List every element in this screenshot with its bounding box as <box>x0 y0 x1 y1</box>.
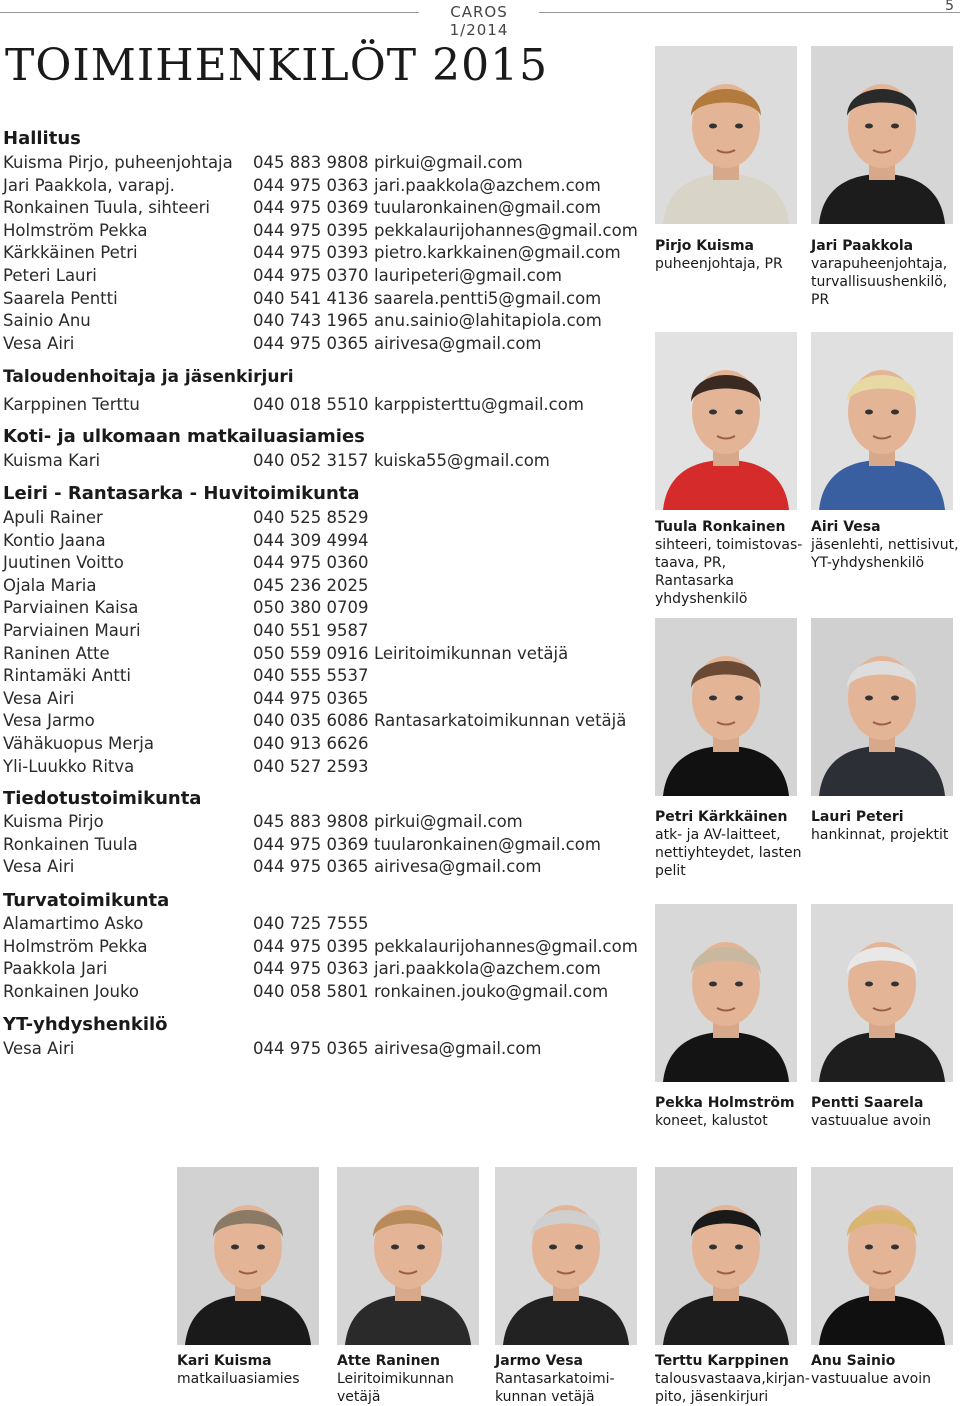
portrait-role: atk- ja AV-laitteet, nettiyhteydet, lasten pelit <box>655 827 802 879</box>
portrait-name: Tuula Ronkainen <box>655 519 786 535</box>
contact-email: airivesa@gmail.com <box>374 1039 542 1058</box>
contact-email: pirkui@gmail.com <box>374 812 523 831</box>
portrait-image <box>811 332 953 510</box>
portrait-caption <box>655 1352 810 1406</box>
contact-name: Ojala Maria <box>3 575 97 595</box>
contact-phone: 044 975 0369 <box>253 834 369 854</box>
contact-name: Alamartimo Asko <box>3 914 144 933</box>
portrait-photo <box>177 1167 319 1345</box>
portrait-name: Jari Paakkola <box>811 238 914 254</box>
portrait-name: Jarmo Vesa <box>495 1353 583 1369</box>
portrait-photo <box>811 46 953 224</box>
contact-name: Vesa Jarmo <box>3 711 95 731</box>
magazine-name: CAROS 1/2014 <box>419 3 539 39</box>
portrait-image <box>177 1167 319 1345</box>
page-title: TOIMIHENKILÖT 2015 <box>5 40 549 91</box>
contact-phone: 040 913 6626 <box>253 734 369 753</box>
portrait-caption <box>811 1352 959 1388</box>
contact-email: Rantasarkatoimikunnan vetäjä <box>374 711 627 731</box>
contact-phone: 044 975 0395 <box>253 936 369 956</box>
contact-name: Kuisma Pirjo <box>3 812 104 831</box>
contact-phone: 040 525 8529 <box>253 508 369 527</box>
portrait-photo <box>655 1167 797 1345</box>
contact-phone: 040 725 7555 <box>253 914 369 933</box>
portrait-name: Lauri Peteri <box>811 809 904 825</box>
portrait-image <box>811 618 953 796</box>
portrait-caption <box>655 808 803 880</box>
contact-name: Raninen Atte <box>3 643 110 663</box>
page-number: 5 <box>945 0 954 14</box>
contact-name: Paakkola Jari <box>3 959 108 979</box>
contact-phone: 040 743 1965 <box>253 311 369 331</box>
portrait-name: Pentti Saarela <box>811 1095 924 1111</box>
portrait-photo <box>655 46 797 224</box>
portrait-image <box>811 1167 953 1345</box>
portrait-caption <box>655 237 803 273</box>
portrait-name: Terttu Karppinen <box>655 1353 789 1369</box>
contact-phone: 040 052 3157 <box>253 451 369 470</box>
portrait-caption <box>655 1094 803 1130</box>
portrait-photo <box>655 904 797 1082</box>
contact-phone: 044 975 0365 <box>253 688 369 708</box>
contact-phone: 050 559 0916 <box>253 643 369 663</box>
portrait-image <box>811 904 953 1082</box>
contact-name: Vähäkuopus Merja <box>3 734 154 753</box>
portrait-name: Anu Sainio <box>811 1353 896 1369</box>
portrait-photo <box>811 904 953 1082</box>
section-heading-matkailu: Koti- ja ulkomaan matkailuasiamies <box>3 426 365 447</box>
portrait-role: matkailuasiamies <box>177 1371 300 1387</box>
portrait-role: vastuualue avoin <box>811 1113 931 1129</box>
portrait-role: vastuualue avoin <box>811 1371 931 1387</box>
contact-phone: 044 309 4994 <box>253 530 369 550</box>
portrait-role: Leiritoimikunnan vetäjä <box>337 1371 454 1405</box>
portrait-photo <box>495 1167 637 1345</box>
portrait-caption <box>337 1352 485 1406</box>
contact-name: Vesa Airi <box>3 688 75 708</box>
portrait-name: Kari Kuisma <box>177 1353 272 1369</box>
portrait-photo <box>811 332 953 510</box>
portrait-image <box>655 618 797 796</box>
portrait-caption <box>811 237 959 309</box>
portrait-role: Rantasarkatoimi-kunnan vetäjä <box>495 1371 615 1405</box>
portrait-role: sihteeri, toimistovas-taava, PR, Rantasarka yhdyshenkilö <box>655 537 803 607</box>
contact-email: airivesa@gmail.com <box>374 333 542 353</box>
contact-name: Parviainen Kaisa <box>3 598 139 618</box>
portrait-image <box>655 904 797 1082</box>
contact-name: Holmström Pekka <box>3 936 148 956</box>
contact-email: jari.paakkola@azchem.com <box>374 959 601 979</box>
portrait-role: varapuheenjohtaja, turvallisuushenkilö, PR <box>811 256 948 308</box>
section-heading-yt: YT-yhdyshenkilö <box>3 1014 168 1035</box>
contact-name: Juutinen Voitto <box>3 553 124 573</box>
contact-name: Kontio Jaana <box>3 530 106 550</box>
contact-phone: 040 527 2593 <box>253 756 369 776</box>
contact-email: tuularonkainen@gmail.com <box>374 834 601 854</box>
contact-name: Saarela Pentti <box>3 288 118 308</box>
contact-phone: 044 975 0365 <box>253 857 369 877</box>
contact-phone: 045 236 2025 <box>253 575 369 595</box>
portrait-photo <box>337 1167 479 1345</box>
contact-email: tuularonkainen@gmail.com <box>374 198 601 218</box>
contact-phone: 040 551 9587 <box>253 621 369 640</box>
portrait-name: Atte Raninen <box>337 1353 441 1369</box>
portrait-caption <box>177 1352 325 1388</box>
contact-name: Peteri Lauri <box>3 266 97 285</box>
portrait-caption <box>811 1094 959 1130</box>
contact-name: Vesa Airi <box>3 1039 75 1058</box>
contact-name: Jari Paakkola, varapj. <box>3 175 175 195</box>
contact-phone: 045 883 9808 <box>253 153 369 172</box>
contact-phone: 044 975 0365 <box>253 333 369 353</box>
contact-phone: 050 380 0709 <box>253 598 369 618</box>
portrait-role: jäsenlehti, nettisivut, YT-yhdyshenkilö <box>811 537 959 571</box>
contact-name: Holmström Pekka <box>3 220 148 240</box>
portrait-image <box>655 1167 797 1345</box>
portrait-caption <box>811 518 959 572</box>
contact-name: Vesa Airi <box>3 333 75 353</box>
portrait-caption <box>655 518 803 608</box>
contact-email: ronkainen.jouko@gmail.com <box>374 981 609 1001</box>
contact-email: pekkalaurijohannes@gmail.com <box>374 220 638 240</box>
contact-name: Sainio Anu <box>3 311 91 331</box>
section-heading-tiedotus: Tiedotustoimikunta <box>3 788 202 809</box>
portrait-name: Pekka Holmström <box>655 1095 795 1111</box>
contact-name: Ronkainen Jouko <box>3 981 140 1001</box>
contact-phone: 040 035 6086 <box>253 711 369 731</box>
contact-email: Leiritoimikunnan vetäjä <box>374 643 569 663</box>
portrait-image <box>337 1167 479 1345</box>
contact-phone: 040 058 5801 <box>253 981 369 1001</box>
portrait-image <box>655 332 797 510</box>
contact-email: anu.sainio@lahitapiola.com <box>374 311 602 331</box>
contact-email: lauripeteri@gmail.com <box>374 266 562 285</box>
contact-phone: 040 541 4136 <box>253 288 369 308</box>
portrait-name: Airi Vesa <box>811 519 881 535</box>
contact-name: Kuisma Kari <box>3 451 101 470</box>
section-heading-talous: Taloudenhoitaja ja jäsenkirjuri <box>3 367 294 387</box>
portrait-caption <box>811 808 959 844</box>
contact-email: karppisterttu@gmail.com <box>374 395 584 414</box>
contact-phone: 040 555 5537 <box>253 666 369 686</box>
contact-name: Rintamäki Antti <box>3 666 131 686</box>
section-heading-leiri: Leiri - Rantasarka - Huvitoimikunta <box>3 483 360 504</box>
portrait-role: koneet, kalustot <box>655 1113 768 1129</box>
contact-phone: 044 975 0360 <box>253 553 369 573</box>
contact-name: Ronkainen Tuula <box>3 834 138 854</box>
contact-phone: 040 018 5510 <box>253 395 369 414</box>
portrait-photo <box>811 618 953 796</box>
portrait-caption <box>495 1352 643 1406</box>
contact-phone: 044 975 0363 <box>253 175 369 195</box>
contact-phone: 044 975 0393 <box>253 243 369 263</box>
contact-name: Parviainen Mauri <box>3 621 141 640</box>
contact-email: jari.paakkola@azchem.com <box>374 175 601 195</box>
portrait-photo <box>655 332 797 510</box>
contact-phone: 044 975 0363 <box>253 959 369 979</box>
contact-name: Apuli Rainer <box>3 508 103 527</box>
portrait-image <box>655 46 797 224</box>
portrait-name: Petri Kärkkäinen <box>655 809 788 825</box>
portrait-photo <box>811 1167 953 1345</box>
contact-phone: 044 975 0370 <box>253 266 369 285</box>
portrait-role: puheenjohtaja, PR <box>655 256 783 272</box>
portrait-image <box>495 1167 637 1345</box>
contact-name: Karppinen Terttu <box>3 395 140 414</box>
portrait-photo <box>655 618 797 796</box>
section-heading-hallitus: Hallitus <box>3 128 81 149</box>
contact-phone: 044 975 0365 <box>253 1039 369 1058</box>
contact-phone: 044 975 0395 <box>253 220 369 240</box>
contact-email: kuiska55@gmail.com <box>374 451 550 470</box>
contact-name: Vesa Airi <box>3 857 75 877</box>
contact-phone: 044 975 0369 <box>253 198 369 218</box>
contact-name: Ronkainen Tuula, sihteeri <box>3 198 210 218</box>
contact-email: pirkui@gmail.com <box>374 153 523 172</box>
contact-email: airivesa@gmail.com <box>374 857 542 877</box>
contact-name: Kuisma Pirjo, puheenjohtaja <box>3 153 233 172</box>
section-heading-turva: Turvatoimikunta <box>3 890 170 911</box>
portrait-role: hankinnat, projektit <box>811 827 949 843</box>
portrait-name: Pirjo Kuisma <box>655 238 754 254</box>
contact-email: saarela.pentti5@gmail.com <box>374 288 602 308</box>
contact-phone: 045 883 9808 <box>253 812 369 831</box>
contact-email: pietro.karkkainen@gmail.com <box>374 243 621 263</box>
contact-name: Yli-Luukko Ritva <box>3 756 135 776</box>
portrait-role: talousvastaava,kirjan-pito, jäsenkirjuri <box>655 1371 810 1405</box>
contact-name: Kärkkäinen Petri <box>3 243 138 263</box>
portrait-image <box>811 46 953 224</box>
contact-email: pekkalaurijohannes@gmail.com <box>374 936 638 956</box>
